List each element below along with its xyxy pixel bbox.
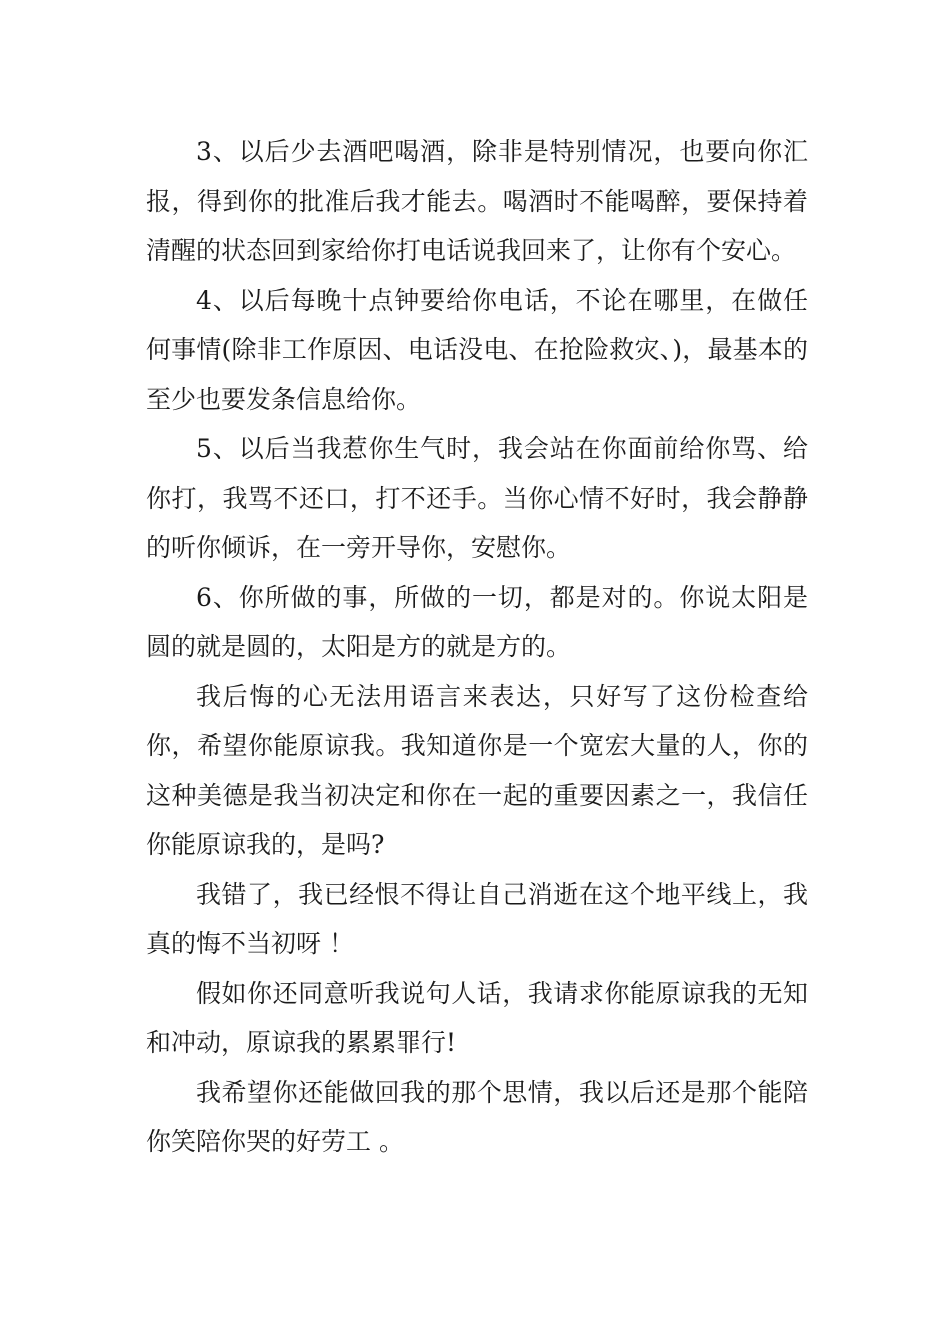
paragraph-regret: 我后悔的心无法用语言来表达，只好写了这份检查给你，希望你能原谅我。我知道你是一个宽宏大量的人，你的这种美德是我当初决定和你在一起的重要因素之一，我信任你能原谅我的，是吗? <box>146 681 808 859</box>
paragraph-item-4: 4、以后每晚十点钟要给你电话，不论在哪里，在做任何事情(除非工作原因、电话没电、在抢险救灾、)，最基本的至少也要发条信息给你。 <box>146 285 808 414</box>
document-body <box>146 127 808 1167</box>
paragraph-item-3: 3、以后少去酒吧喝酒，除非是特别情况，也要向你汇报，得到你的批准后我才能去。喝酒时不能喝醉，要保持着清醒的状态回到家给你打电话说我回来了，让你有个安心。 <box>146 137 808 265</box>
paragraph-closing: 我希望你还能做回我的那个思情，我以后还是那个能陪你笑陪你哭的好劳工 。 <box>146 1077 808 1156</box>
paragraph-request: 假如你还同意听我说句人话，我请求你能原谅我的无知和冲动，原谅我的累累罪行! <box>146 978 808 1057</box>
paragraph-admission: 我错了，我已经恨不得让自己消逝在这个地平线上，我真的悔不当初呀 ！ <box>146 879 808 958</box>
paragraph-item-5: 5、以后当我惹你生气时，我会站在你面前给你骂、给你打，我骂不还口，打不还手。当你心情不好时，我会静静的听你倾诉，在一旁开导你，安慰你。 <box>146 434 808 562</box>
paragraph-item-6: 6、你所做的事，所做的一切，都是对的。你说太阳是圆的就是圆的，太阳是方的就是方的。 <box>146 582 808 661</box>
